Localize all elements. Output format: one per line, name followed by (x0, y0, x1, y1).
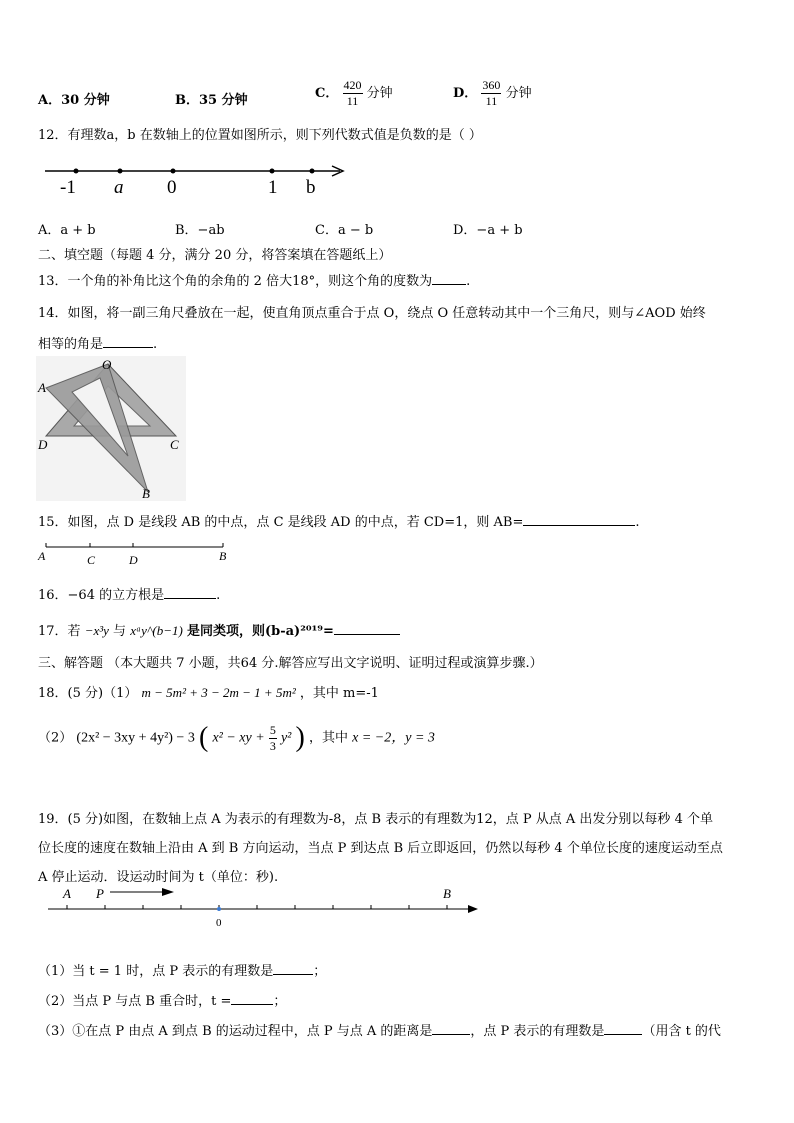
fig19-label-p: P (96, 886, 104, 901)
fig19-label-b: B (443, 886, 451, 901)
q14-blank[interactable] (103, 335, 153, 348)
q19-sub3-blank-2[interactable] (604, 1022, 642, 1035)
fig14-label-b: B (142, 486, 150, 501)
option-d: D． $\frac{360}{11}$ 分钟 (453, 78, 532, 108)
fig15-label-c: C (87, 553, 96, 567)
q19-sub1: （1）当 t = 1 时，点 P 表示的有理数是 ； (38, 964, 327, 979)
q12-stem: 12．有理数a，b 在数轴上的位置如图所示，则下列代数式值是负数的是（ ） (38, 128, 482, 143)
axis-label-neg1: -1 (60, 177, 76, 198)
fig14-label-d: D (38, 437, 48, 452)
q16-blank[interactable] (164, 586, 216, 599)
left-paren: ( (198, 722, 209, 753)
fig15-label-d: D (129, 553, 138, 567)
q12-option-b: B．−ab (175, 223, 225, 238)
q14-line2: 相等的角是 . (38, 337, 158, 352)
q19-sub3: （3）①在点 P 由点 A 到点 B 的运动过程中，点 P 与点 A 的距离是 ，点 P 表示的有理数是 （用含 t 的代 (38, 1024, 721, 1039)
section-2-title: 二、填空题（每题 4 分，满分 20 分，将答案填在答题纸上） (38, 248, 392, 263)
q12-number-line (40, 158, 360, 198)
fig15-label-a: A (38, 549, 46, 563)
fig19-label-a: A (63, 886, 71, 901)
q18-part1: 18．(5 分)（1） m − 5m² + 3 − 2m − 1 + 5m² ，其中 m=-1 (38, 685, 379, 701)
q19-sub2-blank[interactable] (231, 992, 273, 1005)
q16: 16．−64 的立方根是 . (38, 588, 221, 603)
q12-option-c: C．a − b (315, 223, 374, 238)
axis-label-b: b (306, 177, 316, 198)
section-3-title: 三、解答题 （本大题共 7 小题，共64 分.解答应写出文字说明、证明过程或演算步骤.） (38, 656, 543, 671)
fraction-c: $\frac{420}{11}$ (343, 78, 362, 108)
fig14-label-a: A (38, 380, 46, 395)
q12-option-a: A．a + b (38, 223, 96, 238)
q14-figure (36, 356, 186, 501)
q15-figure (36, 536, 236, 568)
q13-blank[interactable] (432, 272, 466, 285)
q18-part2: （2） (2x² − 3xy + 4y²) − 3 ( x² − xy + $\frac{5}{3}$ y² ) ，其中 x = −2，y = 3 (38, 722, 435, 753)
q17: 17．若 −x³y 与 xᵃy^(b−1) 是同类项，则(b-a)²⁰¹⁹= (38, 620, 400, 639)
q18-fraction: $\frac{5}{3}$ (269, 722, 276, 753)
fig15-label-b: B (219, 549, 227, 563)
fraction-d: $\frac{360}{11}$ (482, 78, 501, 108)
q19-line1: 19．(5 分)如图，在数轴上点 A 为表示的有理数为-8，点 B 表示的有理数为12，点 P 从点 A 出发分别以每秒 4 个单 (38, 812, 713, 827)
q13: 13．一个角的补角比这个角的余角的 2 倍大18°，则这个角的度数为 . (38, 274, 471, 289)
option-c: C． $\frac{420}{11}$ 分钟 (315, 78, 393, 108)
q19-sub3-blank-1[interactable] (432, 1022, 470, 1035)
fig19-label-0: 0 (216, 917, 222, 929)
axis-label-1: 1 (268, 177, 278, 198)
q19-number-line (40, 880, 490, 930)
option-b: B．35 分钟 (175, 93, 248, 108)
axis-label-a: a (114, 177, 124, 198)
option-a: A．30 分钟 (38, 93, 110, 108)
fig14-label-o: O (102, 357, 112, 372)
q19-line3: A 停止运动．设运动时间为 t（单位：秒). (38, 870, 279, 885)
q15-blank[interactable] (523, 513, 635, 526)
q15: 15．如图，点 D 是线段 AB 的中点，点 C 是线段 AD 的中点，若 CD=1，则 AB= . (38, 515, 640, 530)
q19-sub1-blank[interactable] (273, 962, 313, 975)
fig14-label-c: C (170, 437, 179, 452)
q19-line2: 位长度的速度在数轴上沿由 A 到 B 方向运动，当点 P 到达点 B 后立即返回，仍然以每秒 4 个单位长度的速度运动至点 (38, 841, 723, 856)
q12-option-d: D．−a + b (453, 223, 523, 238)
axis-label-0: 0 (167, 177, 177, 198)
right-paren: ) (295, 722, 305, 753)
q14-line1: 14．如图，将一副三角尺叠放在一起，使直角顶点重合于点 O，绕点 O 任意转动其中一个三角尺，则与∠AOD 始终 (38, 306, 706, 321)
q17-blank[interactable] (334, 622, 400, 635)
q19-sub2: （2）当点 P 与点 B 重合时，t = ； (38, 994, 287, 1009)
